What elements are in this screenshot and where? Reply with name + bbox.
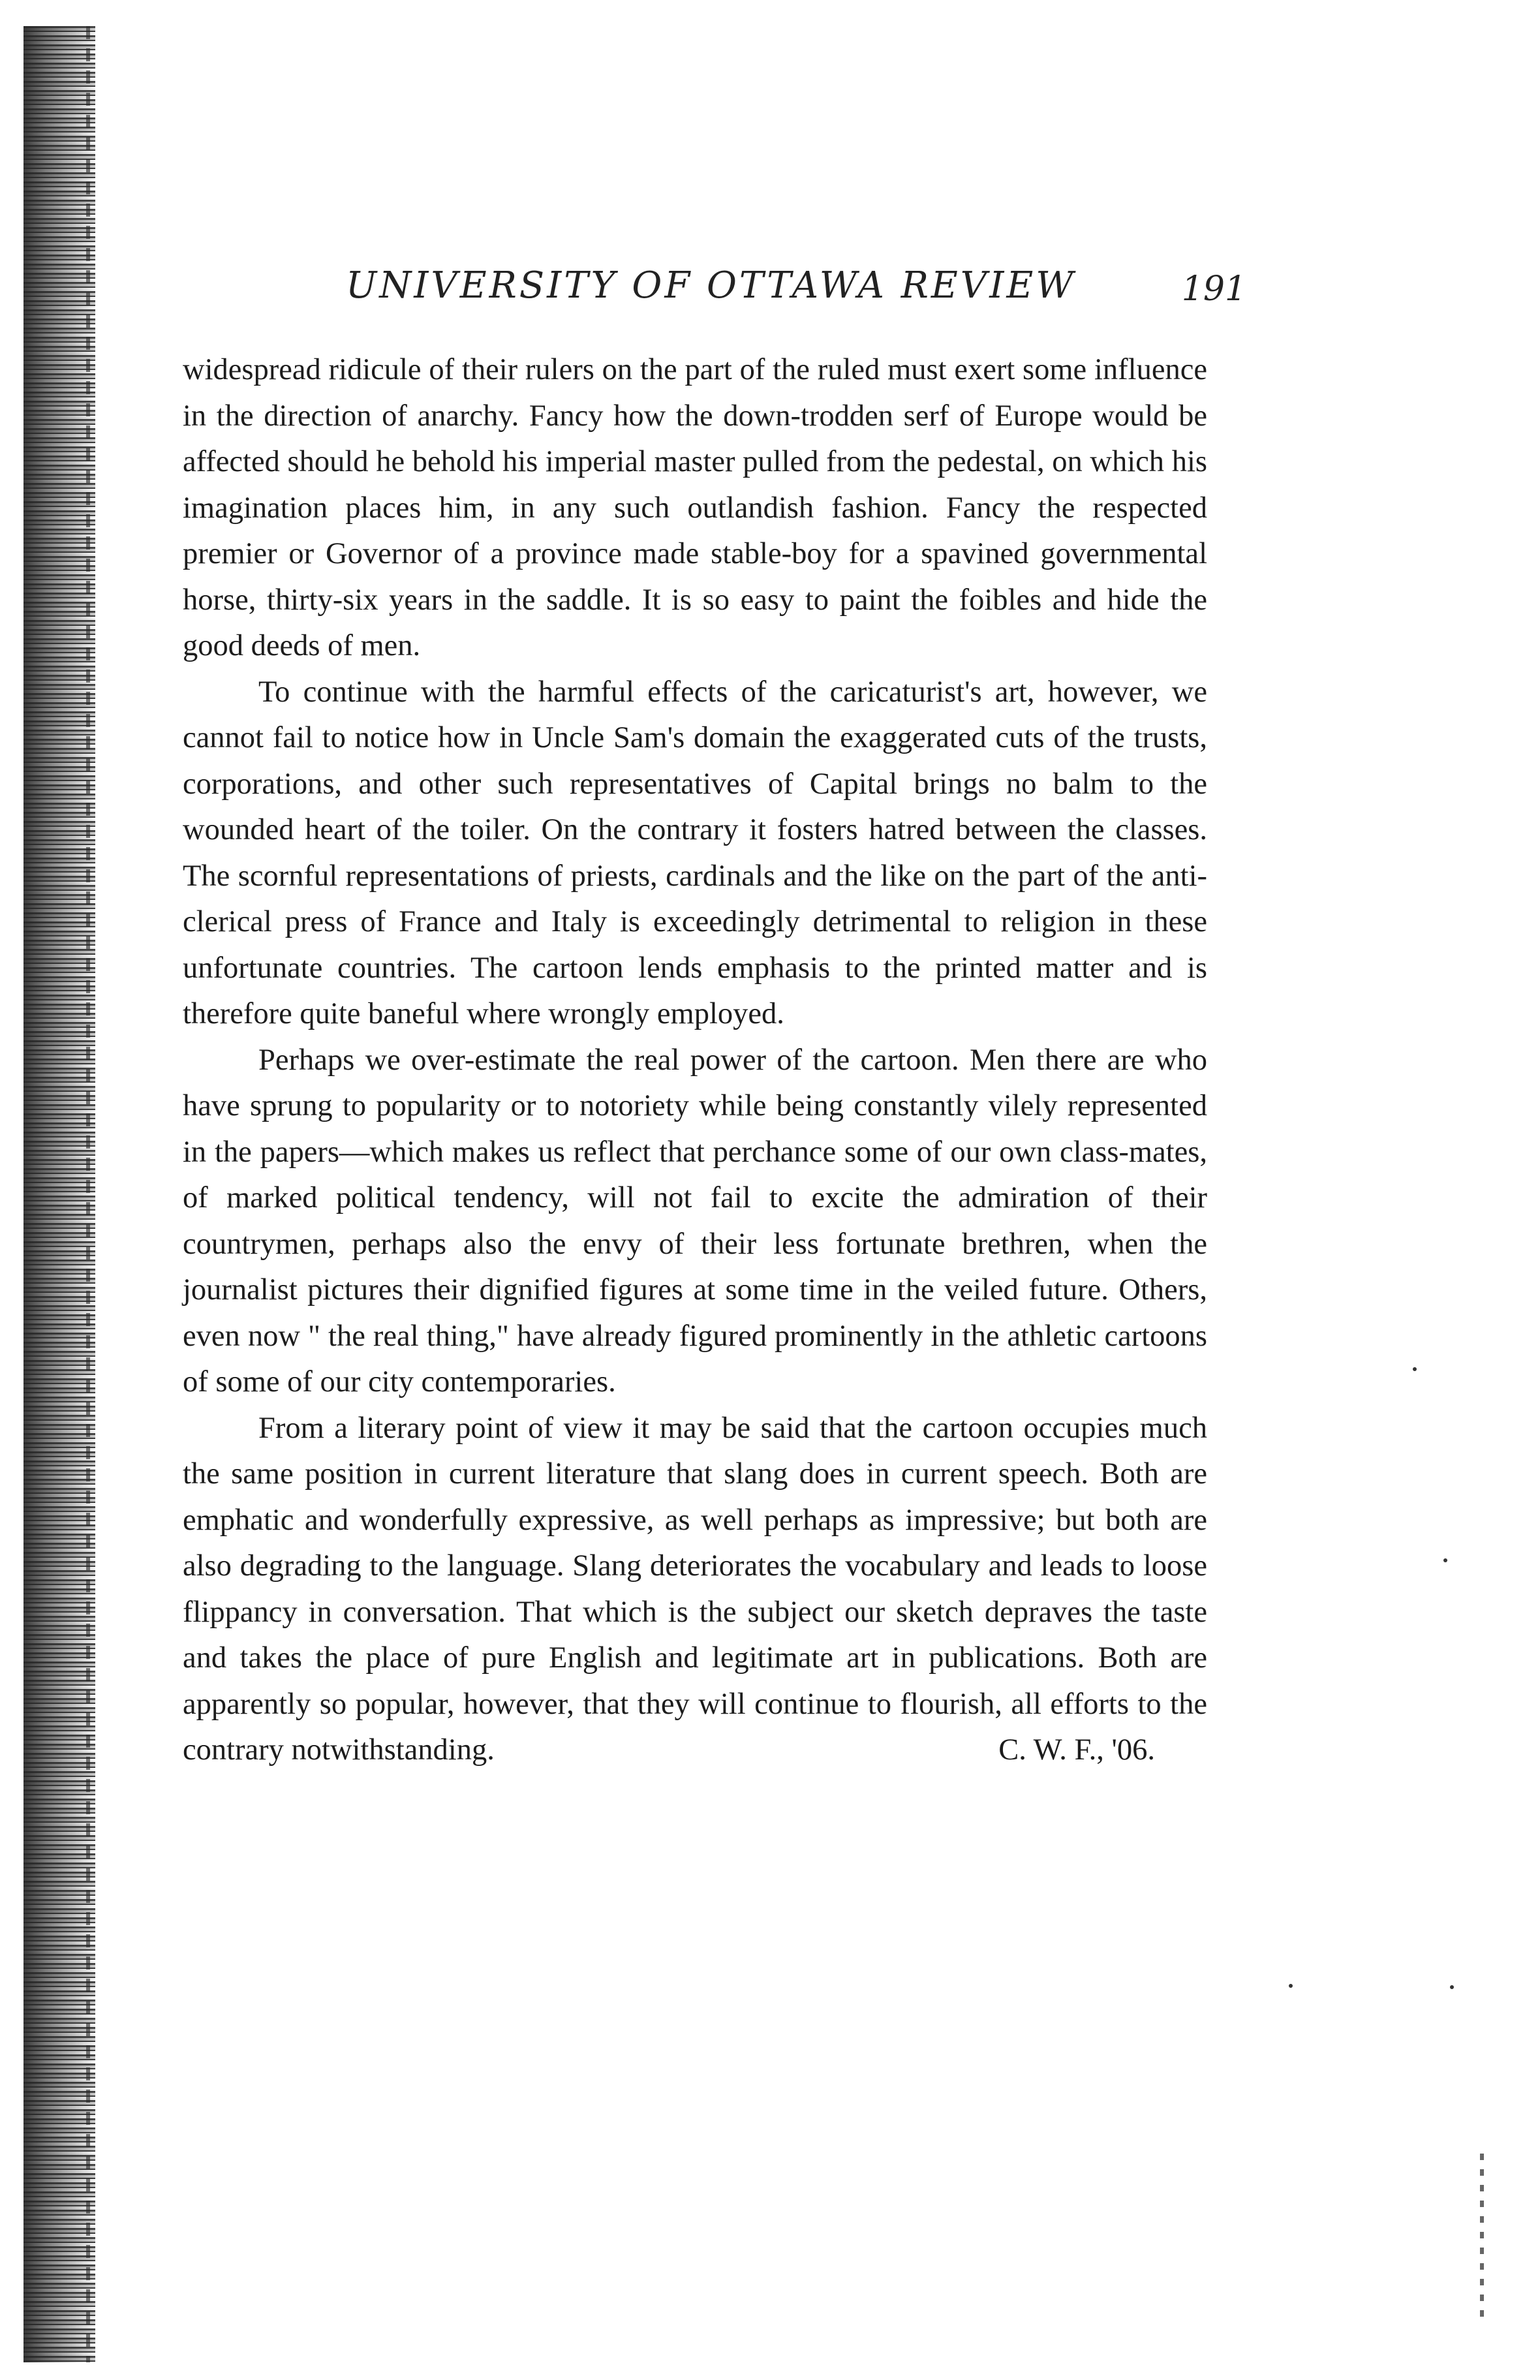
page-speck — [1450, 1985, 1454, 1989]
page-speck — [1443, 1558, 1447, 1562]
page-speck — [1413, 1367, 1417, 1371]
article-body — [183, 347, 1207, 1774]
page-number: 191 — [1181, 270, 1246, 309]
author-signature: C. W. F., '06. — [998, 1733, 1155, 1767]
paragraph-text: From a literary point of view it may be said that the cartoon occupies much the same position in current literature that slang does in current speech. Both are emphatic and wonderfully expressive, as well perhaps as impressive; but both are also degrading to the language. Slang deteriorates the vocabulary and leads to loose flippancy in conversation. That which is the subject our sketch depraves the taste and takes the place of pure English and legitimate art in publications. Both are apparently so popular, however, that they will continue to flourish, all efforts to the contrary notwithstanding. — [183, 1411, 1207, 1767]
paragraph: To continue with the harmful effects of the caricaturist's art, however, we cannot fail to notice how in Uncle Sam's domain the exaggerated cuts of the trusts, corporations, and other such representatives of Capital brings no balm to the wounded heart of the toiler. On the contrary it fosters hatred between the classes. The scornful representations of priests, cardinals and the like on the part of the anti-clerical press of France and Italy is exceedingly detrimental to religion in these unfortunate countries. The cartoon lends emphasis to the printed matter and is therefore quite baneful where wrongly employed. — [183, 675, 1207, 1030]
page-speck — [1289, 1984, 1293, 1988]
paragraph — [183, 1406, 1207, 1774]
paragraph: Perhaps we over-estimate the real power of the cartoon. Men there are who have sprung to popularity or to notoriety while being constantly vilely represented in the papers—which makes us reflect that perchance some of our own class-mates, of marked political tendency, will not fail to excite the admiration of their countrymen, perhaps also the envy of their less fortunate brethren, when the journalist pictures their dignified figures at some time in the veiled future. Others, even now " the real thing," have already figured prominently in the athletic cartoons of some of our city contemporaries. — [183, 1043, 1207, 1399]
page-binding-edge — [23, 26, 95, 2362]
page-edge-marks — [1480, 2154, 1484, 2317]
page-header — [346, 264, 1246, 323]
paragraph: widespread ridicule of their rulers on the part of the ruled must exert some influence in the direction of anarchy. Fancy how the down-trodden serf of Europe would be affected should he behold his imperial master pulled from the pedestal, on which his imagination places him, in any such outlandish fashion. Fancy the respected premier or Governor of a province made stable-boy for a spavined governmental horse, thirty-six years in the saddle. It is so easy to paint the foibles and hide the good deeds of men. — [183, 353, 1207, 662]
running-title: UNIVERSITY OF OTTAWA REVIEW — [346, 264, 1076, 307]
